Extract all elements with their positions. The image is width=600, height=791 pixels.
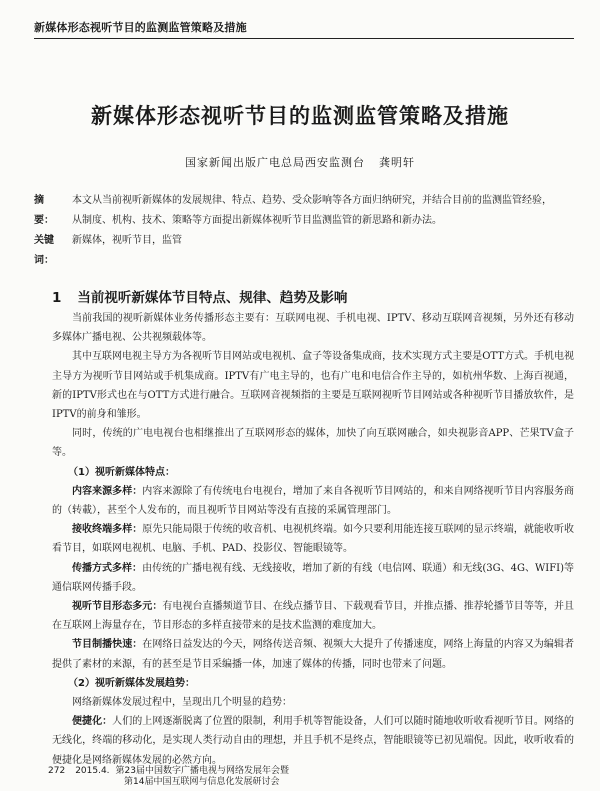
paragraph-text: 原先只能局限于传统的收音机、电视机终端。如今只要利用能连接互联网的显示终端，就能收听收看节目，如联网电视机、电脑、手机、PAD、投影仪、智能眼镜等。 bbox=[52, 524, 575, 555]
paragraph bbox=[52, 520, 574, 558]
author-name: 龚明轩 bbox=[379, 156, 415, 169]
section-body bbox=[52, 309, 574, 770]
paragraph-lead: 便捷化： bbox=[72, 716, 113, 728]
paragraph-lead: 传播方式多样： bbox=[72, 562, 143, 574]
keywords-label: 关键词： bbox=[34, 235, 54, 266]
paragraph-text: 有电视台直播频道节目、在线点播节目、下载观看节目，并推点播、推荐轮播节目等等，并且在互联网上海量存在，节目形态的多样直接带来的是技术监测的难度加大。 bbox=[52, 601, 575, 632]
section-heading bbox=[52, 286, 347, 306]
section-number: 1 bbox=[52, 290, 62, 306]
page-footer bbox=[48, 766, 568, 788]
article-title: 新媒体形态视听节目的监测监管策略及措施 bbox=[91, 104, 509, 128]
keywords-text: 新媒体，视听节目，监管 bbox=[72, 235, 182, 246]
paragraph: 当前我国的视听新媒体业务传播形态主要有：互联网电视、手机电视、IPTV、移动互联网音视频，另外还有移动多媒体广播电视、公共视频载体等。 bbox=[52, 313, 574, 344]
author-affiliation: 国家新闻出版广电总局西安监测台 bbox=[185, 156, 365, 169]
paragraph-text: 由传统的广播电视有线、无线接收，增加了新的有线（电信网、联通）和无线(3G、4G、WIFI)等通信联网传播手段。 bbox=[52, 562, 575, 593]
paragraph-lead: 视听节目形态多元： bbox=[72, 601, 163, 613]
paragraph bbox=[52, 482, 574, 520]
abstract bbox=[34, 191, 554, 231]
subheading: （2）视听新媒体发展趋势： bbox=[68, 677, 195, 689]
page-number: 272 bbox=[48, 766, 66, 776]
footer-conference-1: 第23届中国数字广播电视与网络发展年会暨 bbox=[115, 766, 290, 776]
paragraph bbox=[52, 559, 574, 597]
paragraph-text: 内容来源除了有传统电台电视台，增加了来自各视听节目网站的，和来自网络视听节目内容服务商的（转載），甚至个人发布的，而且视听节目网站等没有直接的采属管理部门。 bbox=[52, 485, 575, 517]
author-line bbox=[0, 154, 600, 170]
abstract-label: 摘 要： bbox=[34, 195, 54, 226]
paragraph-lead: 节目制播快速： bbox=[72, 639, 143, 651]
paragraph-text: 在网络日益发达的今天，网络传送音频、视频大大提升了传播速度，网络上海量的内容又为编辑者提供了素材的来源，有的甚至是节目采编播一体，加速了媒体的传播，同时也带来了问题。 bbox=[52, 639, 575, 670]
paragraph: 同时，传统的广电电视台也相继推出了互联网形态的媒体，加快了向互联网融合，如央视影音APP、芒果TV盒子等。 bbox=[52, 428, 574, 459]
paragraph-lead: 内容来源多样： bbox=[72, 485, 143, 497]
paragraph: 其中互联网电视主导方为各视听节目网站或电视机、盒子等设备集成商，技术实现方式主要是OTT方式。手机电视主导方为视听节目网站或手机集成商。IPTV有广电主导的，也有广电和电信合作主导的，如杭州华数、上海百视通，新的IPTV形式也在与OTT方式进行融合。互联网音视频指的主要是互联网视听节目网站或各种视听节目播放软件，是IPTV的前身和雏形。 bbox=[52, 351, 574, 421]
abstract-text: 本文从当前视听新媒体的发展规律、特点、趋势、受众影响等各方面归纳研究，并结合目前的监测监管经验，从制度、机构、技术、策略等方面提出新媒体视听节目监测监管的新思路和新办法。 bbox=[72, 195, 552, 226]
subheading: （1）视听新媒体特点： bbox=[68, 466, 175, 478]
paragraph bbox=[52, 635, 574, 673]
paragraph-text: 人们的上网逐渐脱离了位置的限制，利用手机等智能设备，人们可以随时随地收听收看视听节目。网络的无线化，终端的移动化，是实现人类行动自由的理想，并且手机不是终点，智能眼镜等已初见端倪。因此，收听收看的便捷化是网络新媒体发展的必然方向。 bbox=[52, 716, 575, 766]
section-title: 当前视听新媒体节目特点、规律、趋势及影响 bbox=[77, 290, 348, 306]
keywords bbox=[34, 231, 554, 271]
paragraph: 网络新媒体发展过程中，呈现出几个明显的趋势： bbox=[72, 697, 292, 709]
footer-date: 2015.4. bbox=[75, 766, 110, 776]
abstract-block bbox=[34, 191, 554, 271]
footer-conference-2: 第14届中国互联网与信息化发展研讨会 bbox=[124, 777, 280, 787]
paragraph bbox=[52, 597, 574, 635]
paragraph bbox=[52, 712, 574, 770]
running-head: 新媒体形态视听节目的监测监管策略及措施 bbox=[34, 19, 574, 39]
paragraph-lead: 接收终端多样： bbox=[72, 524, 143, 536]
